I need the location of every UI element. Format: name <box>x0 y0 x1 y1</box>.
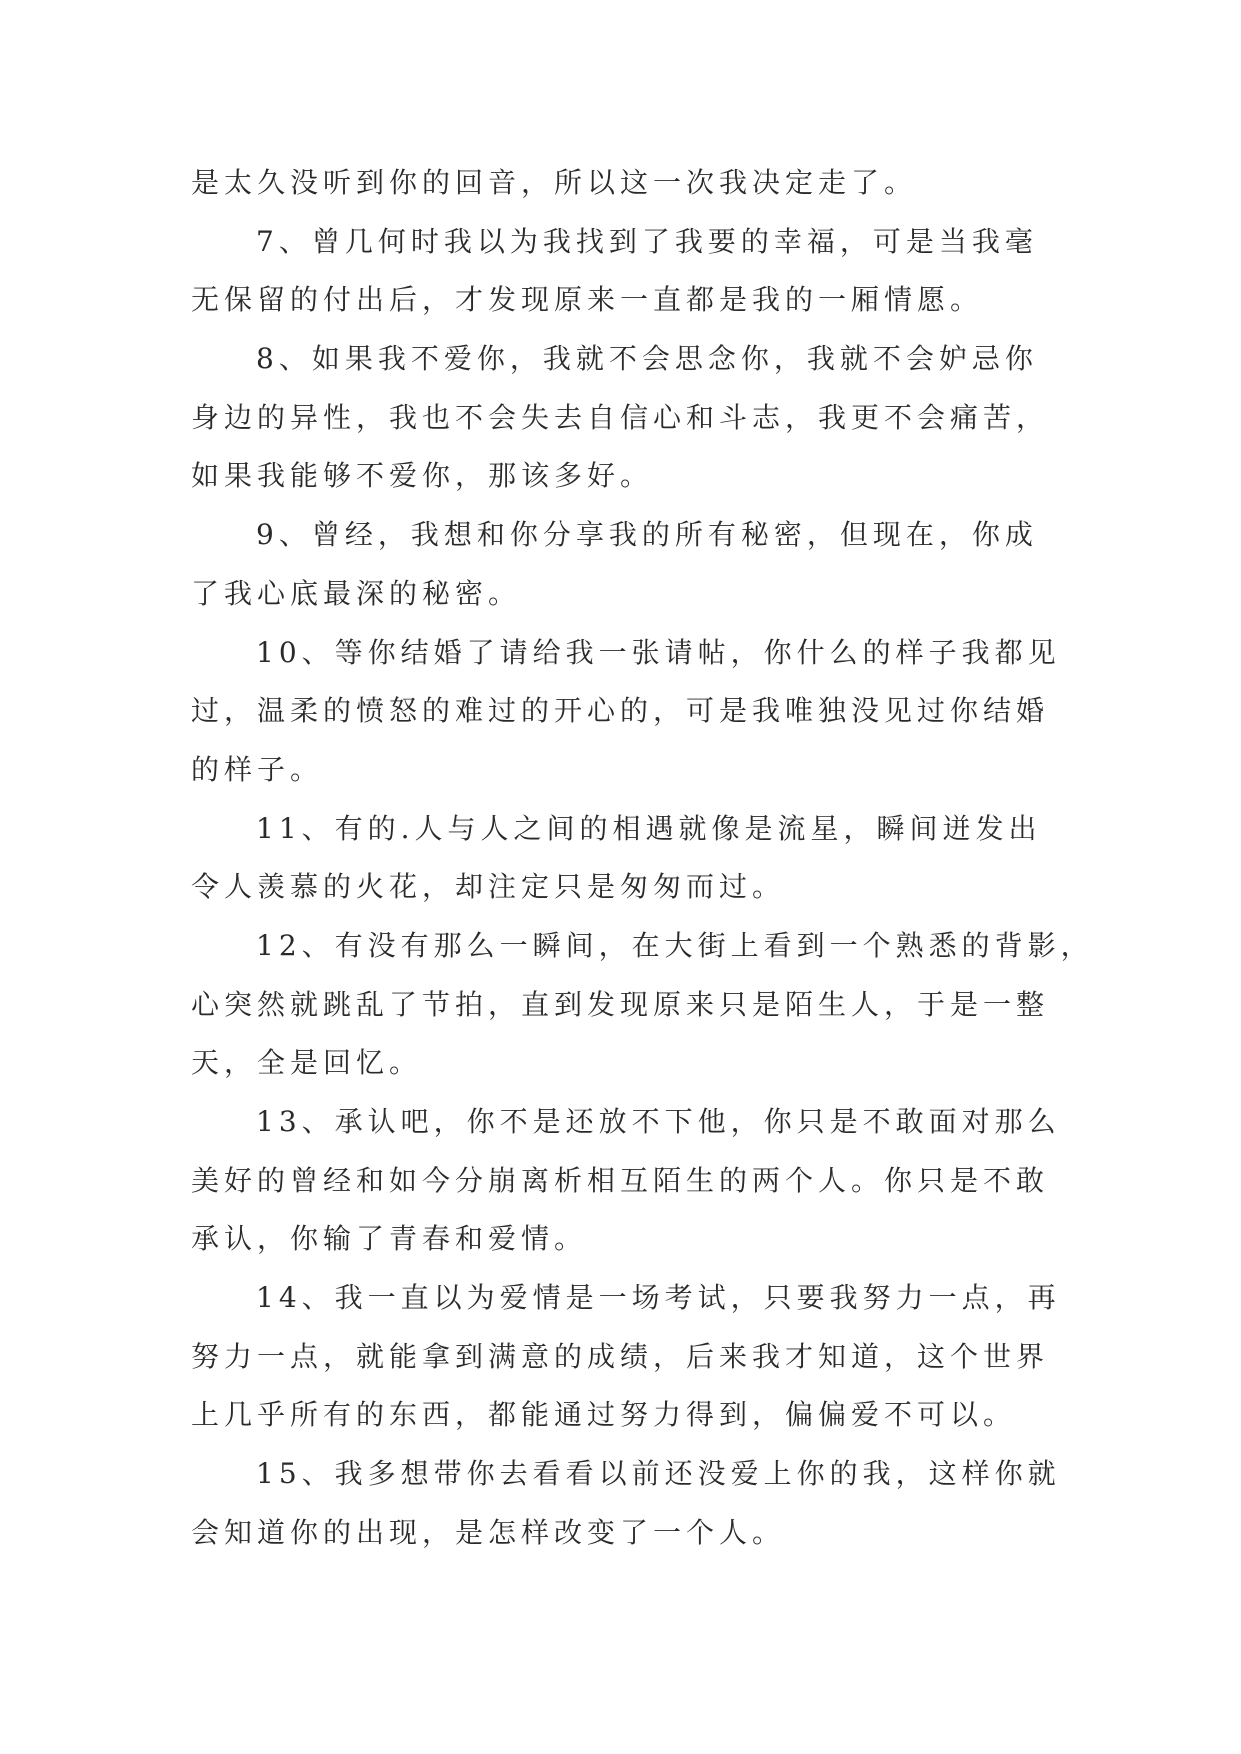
text-line: 上几乎所有的东西，都能通过努力得到，偏偏爱不可以。 <box>191 1398 1017 1432</box>
paragraph <box>191 1445 1091 1562</box>
text-line: 令人羡慕的火花，却注定只是匆匆而过。 <box>191 870 786 904</box>
text-line: 14、我一直以为爱情是一场考试，只要我努力一点，再 <box>256 1281 1061 1315</box>
paragraph <box>191 330 1091 506</box>
text-line: 是太久没听到你的回音，所以这一次我决定走了。 <box>191 166 918 199</box>
text-line: 10、等你结婚了请给我一张请帖，你什么的样子我都见 <box>256 635 1061 669</box>
text-line: 身边的异性，我也不会失去自信心和斗志，我更不会痛苦， <box>191 400 1050 434</box>
paragraph <box>191 624 1091 800</box>
text-line: 了我心底最深的秘密。 <box>191 576 522 610</box>
text-line: 8、如果我不爱你，我就不会思念你，我就不会妒忌你 <box>256 342 1038 376</box>
paragraph <box>191 154 1091 213</box>
paragraph <box>191 506 1091 623</box>
text-line: 过，温柔的愤怒的难过的开心的，可是我唯独没见过你结婚 <box>191 694 1050 728</box>
paragraph <box>191 800 1091 917</box>
text-line: 天，全是回忆。 <box>191 1046 423 1080</box>
paragraph <box>191 1093 1091 1269</box>
text-line: 无保留的付出后，才发现原来一直都是我的一厢情愿。 <box>191 283 984 317</box>
text-line: 7、曾几何时我以为我找到了我要的幸福，可是当我毫 <box>256 224 1038 258</box>
paragraph <box>191 1269 1091 1445</box>
text-line: 心突然就跳乱了节拍，直到发现原来只是陌生人，于是一整 <box>191 987 1050 1021</box>
text-line: 11、有的.人与人之间的相遇就像是流星，瞬间迸发出 <box>256 811 1042 845</box>
text-line: 如果我能够不爱你，那该多好。 <box>191 459 654 493</box>
text-line: 承认，你输了青春和爱情。 <box>191 1222 588 1256</box>
paragraph <box>191 213 1091 330</box>
text-line: 13、承认吧，你不是还放不下他，你只是不敢面对那么 <box>256 1105 1061 1138</box>
text-line: 会知道你的出现，是怎样改变了一个人。 <box>191 1515 786 1549</box>
text-line: 9、曾经，我想和你分享我的所有秘密，但现在，你成 <box>256 518 1038 552</box>
text-line: 努力一点，就能拿到满意的成绩，后来我才知道，这个世界 <box>191 1339 1050 1373</box>
text-line: 的样子。 <box>191 752 324 786</box>
text-line: 15、我多想带你去看看以前还没爱上你的我，这样你就 <box>256 1457 1061 1491</box>
paragraph <box>191 917 1094 1093</box>
text-line: 美好的曾经和如今分崩离析相互陌生的两个人。你只是不敢 <box>191 1163 1050 1197</box>
document-body <box>191 154 1094 1563</box>
text-line: 12、有没有那么一瞬间，在大街上看到一个熟悉的背影， <box>256 928 1094 962</box>
